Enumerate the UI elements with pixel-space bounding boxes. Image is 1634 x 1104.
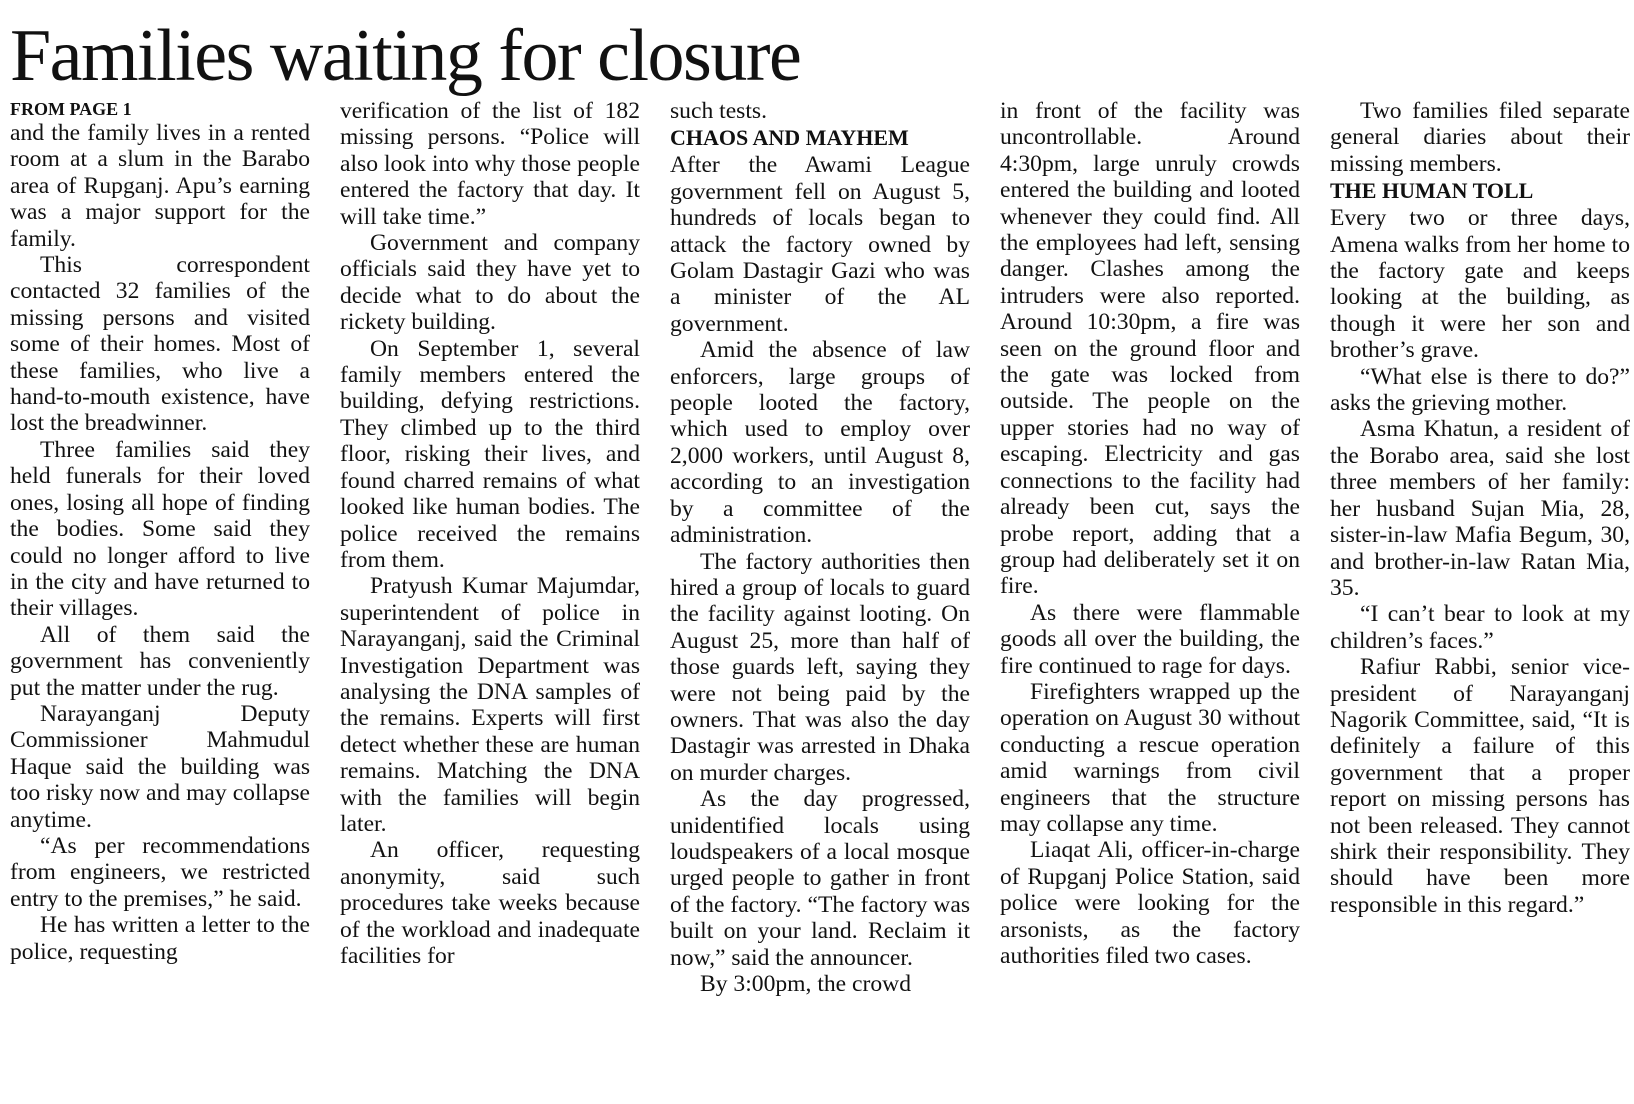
paragraph: verification of the list of 182 missing persons. “Police will also look into why those people entered the factory that day. It will take time.” [340, 98, 640, 230]
paragraph: such tests. [670, 98, 767, 124]
article-column-4 [1000, 98, 1300, 1098]
paragraph: Liaqat Ali, officer-in-charge of Rupganj Police Station, said police were looking for the arsonists, as the factory authorities filed two cases. [1000, 837, 1300, 969]
paragraph: This correspondent contacted 32 families of the missing persons and visited some of their homes. Most of these families, who live a hand-to-mouth existence, have lost the breadwinner. [10, 252, 310, 437]
paragraph: On September 1, several family members entered the building, defying restrictions. They climbed up to the third floor, risking their lives, and found charred remains of what looked like human bodies. The police received the remains from them. [340, 335, 640, 573]
paragraph: Firefighters wrapped up the operation on August 30 without conducting a rescue operation amid warnings from civil engineers that the structure may collapse any time. [1000, 678, 1300, 837]
paragraph: The factory authorities then hired a group of locals to guard the facility against looting. On August 25, more than half of those guards left, saying they were not being paid by the owners. That was also the day Dastagir was arrested in Dhaka on murder charges. [670, 548, 970, 786]
paragraph: Amid the absence of law enforcers, large groups of people looted the factory, which used to employ over 2,000 workers, until August 8, according to an investigation by a committee of the administration. [670, 337, 970, 549]
paragraph: As the day progressed, unidentified locals using loudspeakers of a local mosque urged people to gather in front of the factory. “The factory was built on your land. Reclaim it now,” said the announcer. [670, 786, 970, 971]
subhead-toll: THE HUMAN TOLL [1330, 178, 1534, 204]
paragraph: An officer, requesting anonymity, said such procedures take weeks because of the workload and inadequate facilities for [340, 837, 640, 969]
article-column-5 [1330, 98, 1630, 1098]
paragraph: He has written a letter to the police, requesting [10, 912, 310, 965]
paragraph: Asma Khatun, a resident of the Borabo area, said she lost three members of her family: her husband Sujan Mia, 28, sister-in-law Mafia Begum, 30, and brother-in-law Ratan Mia, 35. [1330, 416, 1630, 601]
paragraph: By 3:00pm, the crowd [700, 971, 912, 997]
paragraph: “As per recommendations from engineers, we restricted entry to the premises,” he said. [10, 832, 310, 912]
subhead-chaos: CHAOS AND MAYHEM [670, 125, 909, 151]
paragraph: and the family lives in a rented room at a slum in the Barabo area of Rupganj. Apu’s earning was a major support for the family. [10, 120, 310, 252]
paragraph: “What else is there to do?” asks the grieving mother. [1330, 363, 1630, 417]
paragraph: Rafiur Rabbi, senior vice-president of Narayanganj Nagorik Committee, said, “It is definitely a failure of this government that a proper report on missing persons has not been released. They cannot shirk their responsibility. They should have been more responsible in this regard.” [1330, 654, 1630, 918]
paragraph: All of them said the government has conveniently put the matter under the rug. [10, 621, 310, 701]
article-column-2 [340, 98, 640, 1098]
paragraph: Three families said they held funerals for their loved ones, losing all hope of finding the bodies. Some said they could no longer afford to live in the city and have returned to their villages. [10, 436, 310, 622]
paragraph: Government and company officials said they have yet to decide what to do about the rickety building. [340, 230, 640, 336]
article-column-1 [10, 98, 310, 1098]
paragraph: “I can’t bear to look at my children’s faces.” [1330, 601, 1630, 654]
paragraph: in front of the facility was uncontrollable. Around 4:30pm, large unruly crowds entered the building and looted whenever they could find. All the employees had left, sensing danger. Clashes among the intruders were also reported. Around 10:30pm, a fire was seen on the ground floor and the gate was locked from outside. The people on the upper stories had no way of escaping. Electricity and gas connections to the facility had already been cut, says the probe report, adding that a group had deliberately set it on fire. [1000, 98, 1300, 600]
article-column-3 [670, 98, 970, 1098]
paragraph: After the Awami League government fell on August 5, hundreds of locals began to attack the factory owned by Golam Dastagir Gazi who was a minister of the AL government. [670, 152, 970, 337]
paragraph: Pratyush Kumar Majumdar, superintendent of police in Narayanganj, said the Criminal Investigation Department was analysing the DNA samples of the remains. Experts will first detect whether these are human remains. Matching the DNA with the families will begin later. [340, 573, 640, 837]
paragraph: As there were flammable goods all over the building, the fire continued to rage for days. [1000, 599, 1300, 679]
continuation-kicker: FROM PAGE 1 [10, 99, 132, 119]
headline: Families waiting for closure [10, 15, 801, 97]
paragraph: Narayanganj Deputy Commissioner Mahmudul Haque said the building was too risky now and may collapse anytime. [10, 700, 310, 833]
paragraph: Every two or three days, Amena walks from her home to the factory gate and keeps looking at the building, as though it were her son and brother’s grave. [1330, 205, 1630, 364]
paragraph: Two families filed separate general diaries about their missing members. [1330, 98, 1630, 177]
